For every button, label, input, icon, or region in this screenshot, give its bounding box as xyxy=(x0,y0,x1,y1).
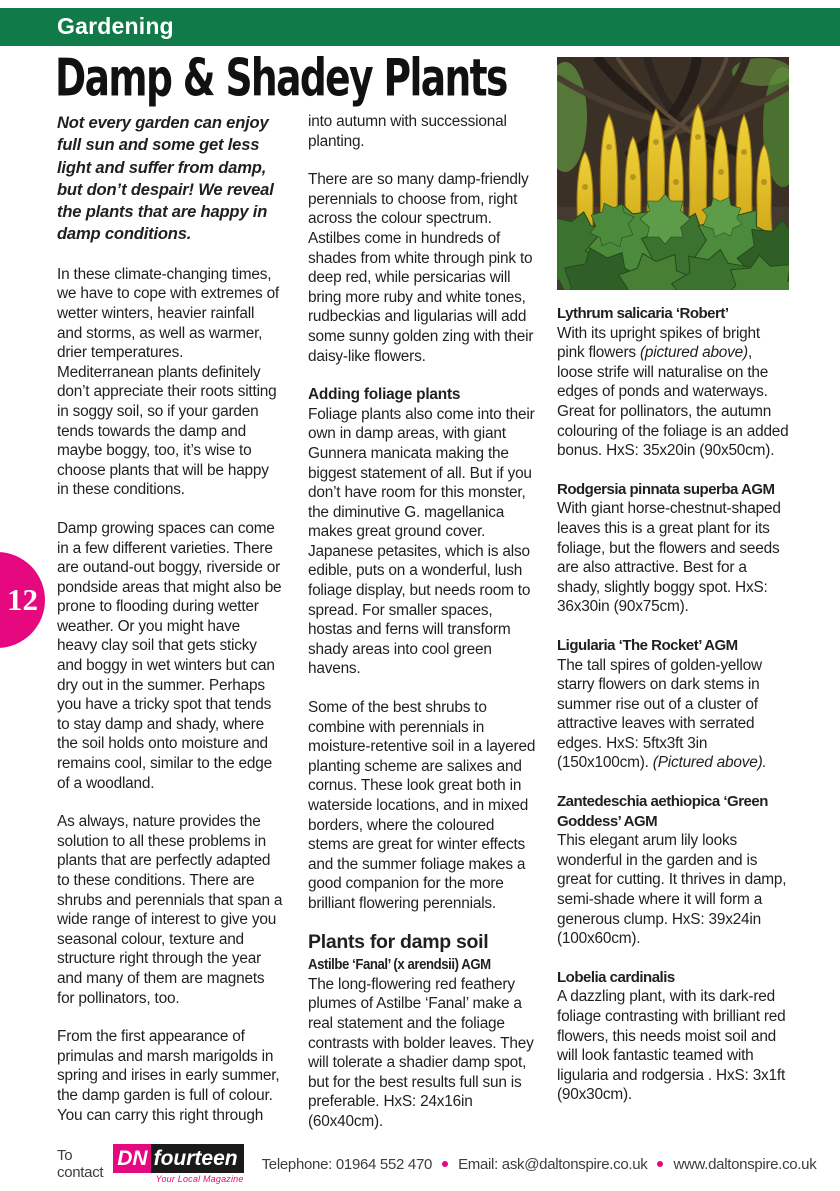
column-3 xyxy=(557,304,789,1124)
page-title: Damp & Shadey Plants xyxy=(55,48,507,109)
body-paragraph: into autumn with successional planting. xyxy=(308,113,507,150)
footer-contact-label: To contact xyxy=(57,1147,104,1181)
plant-title: Zantedeschia aethiopica ‘Green Goddess’ AGM xyxy=(557,793,768,830)
bullet-icon xyxy=(657,1161,663,1167)
plant-entry-ligularia xyxy=(557,636,789,773)
footer xyxy=(57,1142,817,1186)
section-label: Gardening xyxy=(57,13,174,39)
body-paragraph: As always, nature provides the solution to all these problems in plants that are perfectly adapted to these conditions. There are shrubs and perennials that span a wide range of interest to give you seasonal colour, texture and structure right through the year and many of them are magnets for pollinators, too. xyxy=(57,813,283,1007)
logo-tagline: Your Local Magazine xyxy=(155,1174,244,1184)
footer-email: Email: ask@daltonspire.co.uk xyxy=(458,1155,648,1173)
plant-title: Lobelia cardinalis xyxy=(557,968,675,986)
plant-entry-rodgersia xyxy=(557,480,789,617)
plant-body: With its upright spikes of bright pink flowers (pictured above), loose strife will naturalise on the edges of ponds and waterways. Great for pollinators, the autumn colouring of the foliage is an added bonus. HxS: 35x20in (90x50cm). xyxy=(557,324,789,460)
plant-body: A dazzling plant, with its dark-red foliage contrasting with brilliant red flowers, this needs moist soil and will look fantastic teamed with ligularia and rodgersia . HxS: 3x1ft (90x30cm). xyxy=(557,988,786,1104)
page-number: 12 xyxy=(7,582,38,617)
column-1 xyxy=(57,112,283,1144)
body-paragraph: Foliage plants also come into their own in damp areas, with giant Gunnera manicata making the biggest statement of all. But if you don’t have room for this monster, the diminutive G. magellanica makes great ground cover. Japanese petasites, which is also edible, puts on a wonderful, lush foliage display, but needs room to spread. For smaller spaces, hostas and ferns will transform shady areas into cool green havens. xyxy=(308,405,535,678)
logo-dn: DN xyxy=(113,1144,150,1173)
plant-body: This elegant arum lily looks wonderful in the garden and is great for cutting. It thrives in damp, semi-shade where it will form a generous clump. HxS: 39x24in (100x60cm). xyxy=(557,832,787,948)
body-paragraph: In these climate-changing times, we have to cope with extremes of wetter winters, heavier rainfall and storms, as well as warmer, drier temperatures. Mediterranean plants definitely don’t appreciate their roots sitting in soggy soil, so if your garden tends towards the damp and maybe boggy, too, it’s wise to choose plants that will be happy in these conditions. xyxy=(57,265,280,499)
logo-fourteen: fourteen xyxy=(151,1144,244,1173)
plant-entry-lythrum xyxy=(557,304,789,461)
plant-body-astilbe: The long-flowering red feathery plumes of Astilbe ‘Fanal’ make a real statement and the foliage contrasts with bolder leaves. They will tolerate a shadier damp spot, but for the best results full sun is preferable. HxS: 24x16in (60x40cm). xyxy=(308,975,534,1130)
plant-title: Lythrum salicaria ‘Robert’ xyxy=(557,305,729,322)
body-paragraph: Some of the best shrubs to combine with perennials in moisture-retentive soil in a layered planting scheme are salixes and cornus. These look great both in waterside locations, and in mixed borders, where the coloured stems are great for winter effects and the summer foliage makes a good companion for the more brilliant flowering perennials. xyxy=(308,699,536,912)
footer-contact-info xyxy=(262,1156,817,1173)
footer-telephone: Telephone: 01964 552 470 xyxy=(261,1155,433,1173)
heading-plants-for-damp-soil: Plants for damp soil xyxy=(308,930,489,953)
footer-website: www.daltonspire.co.uk xyxy=(673,1155,817,1173)
magazine-logo xyxy=(113,1144,243,1184)
plant-entry-zantedeschia xyxy=(557,792,789,949)
body-paragraph: There are so many damp-friendly perennials to choose from, right across the colour spectrum. Astilbes come in hundreds of shades from white through pink to deep red, while persicarias will bring more ruby and white tones, rudbeckias and ligularias will add some sunny golden zing with their daisy-like flowers. xyxy=(308,171,534,365)
body-paragraph: From the first appearance of primulas and marsh marigolds in spring and irises in early summer, the damp garden is full of colour. You can carry this right through xyxy=(57,1028,280,1124)
subheading-adding-foliage: Adding foliage plants xyxy=(308,386,461,404)
ligularia-photo xyxy=(557,57,789,290)
page-number-badge xyxy=(0,552,45,648)
plant-body: The tall spires of golden-yellow starry flowers on dark stems in summer rise out of a cluster of attractive leaves with serrated edges. HxS: 5ftx3ft 3in (150x100cm). (Pictured above). xyxy=(557,656,767,772)
intro-paragraph: Not every garden can enjoy full sun and some get less light and suffer from damp, but don’t despair! We reveal the plants that are happy in damp conditions. xyxy=(57,113,274,244)
body-paragraph: Damp growing spaces can come in a few different varieties. There are outand-out boggy, riverside or pondside areas that might also be prone to flooding during wetter weather. Or you might have heavy clay soil that gets sticky and boggy in wet winters but can dry out in the summer. Perhaps you have a tricky spot that tends to stay damp and shady, where the soil holds onto moisture and remains cool, similar to the edge of a woodland. xyxy=(57,519,282,792)
plant-title: Ligularia ‘The Rocket’ AGM xyxy=(557,636,738,654)
plant-body: With giant horse-chestnut-shaped leaves this is a great plant for its foliage, but the flowers and seeds are also attractive. Best for a shady, slightly boggy spot. HxS: 36x30in (90x75cm). xyxy=(557,500,781,616)
bullet-icon xyxy=(442,1161,448,1167)
column-2 xyxy=(308,112,536,1151)
plant-title-astilbe: Astilbe ‘Fanal’ (x arendsii) AGM xyxy=(308,956,491,974)
section-header-bar xyxy=(0,8,840,46)
plant-title: Rodgersia pinnata superba AGM xyxy=(557,480,775,498)
plant-entry-lobelia xyxy=(557,968,789,1105)
